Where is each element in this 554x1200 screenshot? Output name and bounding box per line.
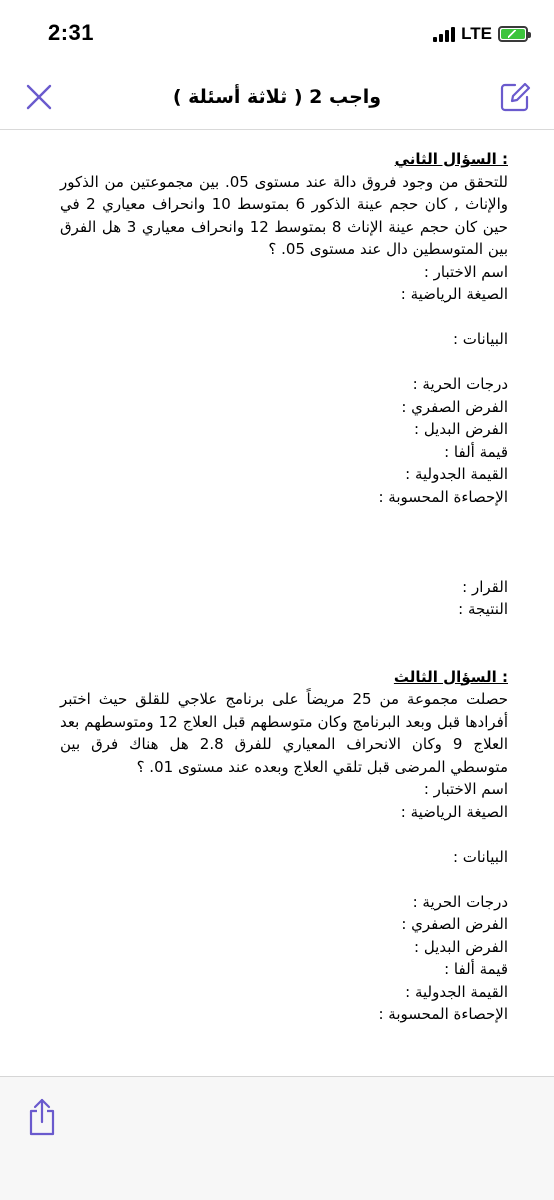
q2-null-hypothesis-label: الفرض الصفري : (401, 397, 508, 416)
navigation-bar (0, 66, 554, 130)
document-body (60, 148, 508, 1026)
q3-null-hypothesis-label: الفرض الصفري : (401, 915, 508, 933)
question2-text: للتحقق من وجود فروق دالة عند مستوى 05. بين مجموعتين من الذكور والإناث , كان حجم عينة الذكور 6 بمتوسط 10 وانحراف معياري 2 في حين كان حجم عينة الإناث 8 بمتوسط 12 وانحراف معياري 3 هل الفرق بين المتوسطين دال عند مستوى 05. ؟ (60, 172, 508, 258)
q3-df-label: درجات الحرية : (412, 892, 508, 911)
compose-icon (498, 80, 532, 114)
cellular-signal-icon (433, 26, 455, 42)
q3-formula-label: الصيغة الرياضية : (400, 802, 508, 821)
q2-alpha-label: قيمة ألفا : (444, 442, 508, 461)
q3-test-name-label: اسم الاختبار : (423, 780, 508, 798)
q2-formula-label: الصيغة الرياضية : (400, 285, 508, 303)
edit-button[interactable] (498, 80, 532, 114)
q3-data-label: البيانات : (452, 847, 508, 866)
battery-level (501, 29, 525, 39)
battery-icon (498, 26, 528, 42)
network-type: LTE (461, 24, 492, 43)
status-indicators (433, 24, 528, 44)
q2-table-value-label: القيمة الجدولية : (405, 465, 508, 483)
q3-table-value-label: القيمة الجدولية : (405, 982, 508, 1001)
q2-result-label: النتيجة : (458, 600, 508, 618)
question3-heading: : السؤال الثالث (393, 667, 508, 686)
question2-heading: : السؤال الثاني (394, 150, 508, 168)
q3-alpha-label: قيمة ألفا : (444, 960, 508, 978)
q2-decision-label: القرار : (462, 577, 508, 596)
status-time: 2:31 (48, 20, 95, 45)
q2-computed-stat-label: الإحصاءة المحسوبة : (378, 487, 508, 506)
q2-test-name-label: اسم الاختبار : (423, 262, 508, 281)
q2-df-label: درجات الحرية : (412, 375, 508, 393)
share-button[interactable] (26, 1097, 58, 1137)
q3-computed-stat-label: الإحصاءة المحسوبة : (378, 1005, 508, 1023)
q2-alt-hypothesis-label: الفرض البديل : (414, 420, 508, 438)
status-bar (0, 0, 554, 66)
question3-text: حصلت مجموعة من 25 مريضاً على برنامج علاجي للقلق حيث اختبر أفرادها قبل وبعد البرنامج وكان متوسطهم قبل العلاج 12 ومتوسطهم بعد العلاج 9 وكان الانحراف المعياري للفرق 2.8 هل هناك فرق بين متوسطي المرضى قبل تلقي العلاج وبعده عند مستوى 01. ؟ (60, 690, 509, 776)
share-icon (26, 1097, 58, 1137)
note-title: واجب 2 ( ثلاثة أسئلة ) (172, 86, 382, 108)
bottom-toolbar (0, 1076, 554, 1200)
q2-data-label: البيانات : (452, 330, 508, 348)
q3-alt-hypothesis-label: الفرض البديل : (414, 937, 508, 956)
